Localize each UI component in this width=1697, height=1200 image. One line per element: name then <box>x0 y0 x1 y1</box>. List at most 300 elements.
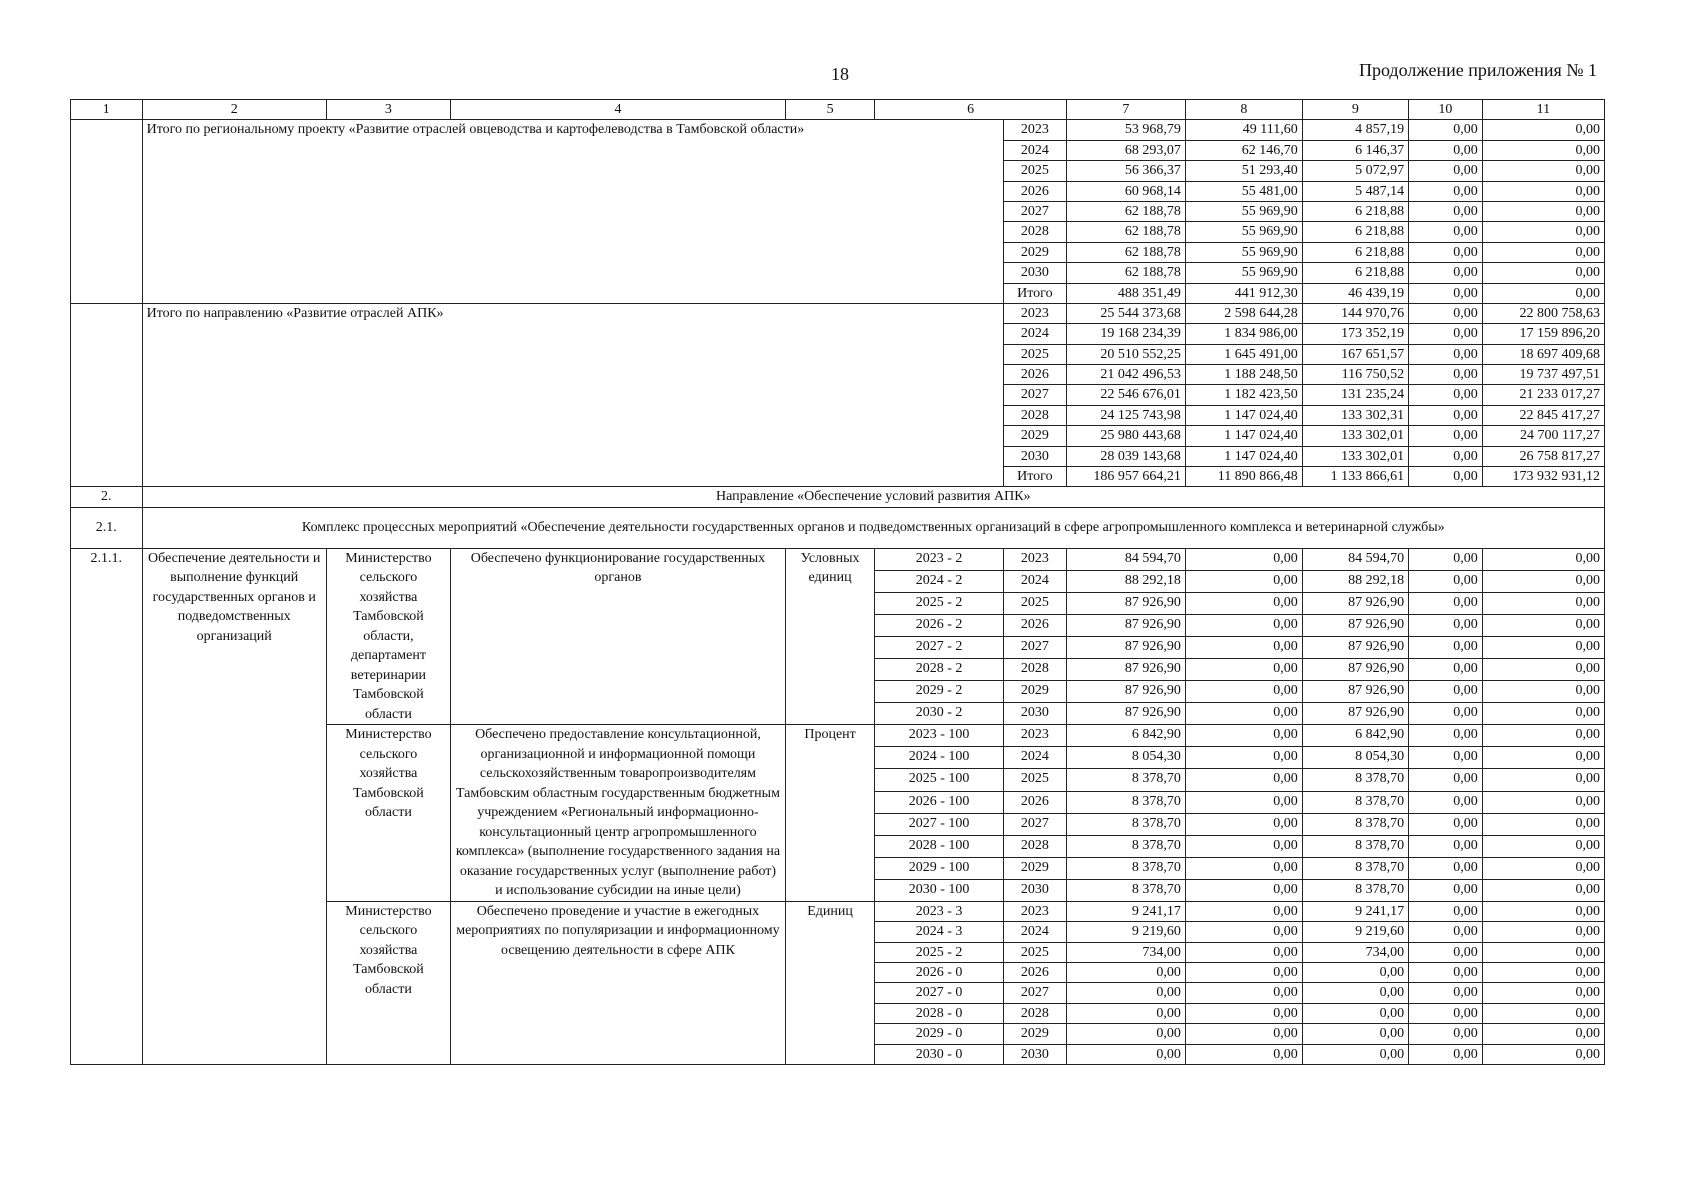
amount-cell: 5 072,97 <box>1302 161 1408 181</box>
amount-cell: 0,00 <box>1482 901 1604 921</box>
amount-cell: 0,00 <box>1409 181 1483 201</box>
amount-cell: 8 378,70 <box>1302 879 1408 901</box>
amount-cell: 8 378,70 <box>1302 813 1408 835</box>
amount-cell: 0,00 <box>1409 1044 1483 1064</box>
indicator-cell: 2027 - 0 <box>875 983 1003 1003</box>
amount-cell: 0,00 <box>1185 791 1302 813</box>
amount-cell: 0,00 <box>1409 983 1483 1003</box>
year-cell: Итого <box>1003 283 1066 303</box>
amount-cell: 88 292,18 <box>1066 570 1185 592</box>
unit-cell: Процент <box>785 725 874 902</box>
amount-cell: 55 969,90 <box>1185 242 1302 262</box>
amount-cell: 17 159 896,20 <box>1482 324 1604 344</box>
amount-cell: 6 218,88 <box>1302 263 1408 283</box>
header-cell: 4 <box>451 100 786 120</box>
year-cell: 2029 <box>1003 426 1066 446</box>
amount-cell: 0,00 <box>1409 835 1483 857</box>
header-cell: 7 <box>1066 100 1185 120</box>
amount-cell: 173 932 931,12 <box>1482 467 1604 487</box>
amount-cell: 133 302,01 <box>1302 446 1408 466</box>
amount-cell: 6 218,88 <box>1302 222 1408 242</box>
header-cell: 11 <box>1482 100 1604 120</box>
amount-cell: 87 926,90 <box>1302 681 1408 703</box>
amount-cell: 0,00 <box>1482 140 1604 160</box>
header-cell: 8 <box>1185 100 1302 120</box>
amount-cell: 19 168 234,39 <box>1066 324 1185 344</box>
amount-cell: 0,00 <box>1482 983 1604 1003</box>
indicator-cell: 2029 - 2 <box>875 681 1003 703</box>
table-body <box>71 100 1605 1065</box>
year-cell: 2026 <box>1003 615 1066 637</box>
item-row <box>71 548 1605 570</box>
amount-cell: 55 969,90 <box>1185 263 1302 283</box>
amount-cell: 0,00 <box>1409 365 1483 385</box>
amount-cell: 0,00 <box>1409 242 1483 262</box>
year-cell: 2026 <box>1003 791 1066 813</box>
year-cell: 2028 <box>1003 405 1066 425</box>
amount-cell: 0,00 <box>1185 703 1302 725</box>
amount-cell: 0,00 <box>1409 747 1483 769</box>
amount-cell: 0,00 <box>1409 703 1483 725</box>
amount-cell: 87 926,90 <box>1066 615 1185 637</box>
amount-cell: 441 912,30 <box>1185 283 1302 303</box>
year-cell: 2029 <box>1003 1024 1066 1044</box>
amount-cell: 0,00 <box>1482 813 1604 835</box>
amount-cell: 8 378,70 <box>1066 857 1185 879</box>
amount-cell: 0,00 <box>1409 385 1483 405</box>
amount-cell: 0,00 <box>1482 570 1604 592</box>
amount-cell: 6 218,88 <box>1302 201 1408 221</box>
year-cell: 2027 <box>1003 385 1066 405</box>
indicator-cell: 2029 - 100 <box>875 857 1003 879</box>
amount-cell: 173 352,19 <box>1302 324 1408 344</box>
amount-cell: 8 378,70 <box>1066 813 1185 835</box>
amount-cell: 133 302,31 <box>1302 405 1408 425</box>
header-cell: 1 <box>71 100 143 120</box>
amount-cell: 0,00 <box>1482 1044 1604 1064</box>
amount-cell: 0,00 <box>1482 161 1604 181</box>
amount-cell: 25 544 373,68 <box>1066 303 1185 323</box>
amount-cell: 0,00 <box>1482 1024 1604 1044</box>
amount-cell: 11 890 866,48 <box>1185 467 1302 487</box>
amount-cell: 0,00 <box>1409 570 1483 592</box>
amount-cell: 87 926,90 <box>1066 703 1185 725</box>
year-cell: 2028 <box>1003 222 1066 242</box>
year-cell: 2028 <box>1003 659 1066 681</box>
amount-cell: 87 926,90 <box>1302 659 1408 681</box>
summary-label: Итого по направлению «Развитие отраслей АПК» <box>142 303 1003 487</box>
amount-cell: 0,00 <box>1185 1044 1302 1064</box>
amount-cell: 8 378,70 <box>1066 791 1185 813</box>
direction-num: 2. <box>71 487 143 507</box>
indicator-cell: 2028 - 100 <box>875 835 1003 857</box>
header-cell: 9 <box>1302 100 1408 120</box>
amount-cell: 49 111,60 <box>1185 120 1302 140</box>
amount-cell: 0,00 <box>1409 725 1483 747</box>
amount-cell: 0,00 <box>1409 1024 1483 1044</box>
amount-cell: 0,00 <box>1185 983 1302 1003</box>
direction-label: Направление «Обеспечение условий развития АПК» <box>142 487 1604 507</box>
amount-cell: 0,00 <box>1409 324 1483 344</box>
amount-cell: 0,00 <box>1185 835 1302 857</box>
amount-cell: 0,00 <box>1185 813 1302 835</box>
year-cell: 2029 <box>1003 242 1066 262</box>
year-cell: 2024 <box>1003 324 1066 344</box>
amount-cell: 0,00 <box>1302 983 1408 1003</box>
indicator-cell: 2026 - 2 <box>875 615 1003 637</box>
amount-cell: 88 292,18 <box>1302 570 1408 592</box>
amount-cell: 87 926,90 <box>1066 681 1185 703</box>
executor-cell: Министерство сельского хозяйства Тамбовской области <box>326 725 450 902</box>
executor-cell: Министерство сельского хозяйства Тамбовской области <box>326 901 450 1064</box>
amount-cell: 0,00 <box>1409 901 1483 921</box>
amount-cell: 0,00 <box>1185 857 1302 879</box>
amount-cell: 8 378,70 <box>1302 769 1408 791</box>
indicator-cell: 2027 - 2 <box>875 637 1003 659</box>
direction-row <box>71 487 1605 507</box>
year-cell: 2023 <box>1003 901 1066 921</box>
amount-cell: 0,00 <box>1482 659 1604 681</box>
amount-cell: 1 147 024,40 <box>1185 405 1302 425</box>
amount-cell: 8 054,30 <box>1066 747 1185 769</box>
amount-cell: 21 042 496,53 <box>1066 365 1185 385</box>
amount-cell: 0,00 <box>1302 1024 1408 1044</box>
amount-cell: 0,00 <box>1409 857 1483 879</box>
amount-cell: 25 980 443,68 <box>1066 426 1185 446</box>
year-cell: 2023 <box>1003 548 1066 570</box>
year-cell: 2023 <box>1003 303 1066 323</box>
unit-cell: Условных единиц <box>785 548 874 725</box>
amount-cell: 0,00 <box>1185 922 1302 942</box>
financing-table <box>70 99 1605 1065</box>
amount-cell: 1 834 986,00 <box>1185 324 1302 344</box>
year-cell: 2027 <box>1003 983 1066 1003</box>
summary-num-cell <box>71 120 143 304</box>
amount-cell: 0,00 <box>1482 835 1604 857</box>
amount-cell: 56 366,37 <box>1066 161 1185 181</box>
executor-cell: Министерство сельского хозяйства Тамбовской области, департамент ветеринарии Тамбовской области <box>326 548 450 725</box>
result-cell: Обеспечено предоставление консультационной, организационной и информационной помощи сельскохозяйственным товаропроизводителям Тамбовским областным государственным бюджетным учреждением «Региональный информационно-консультационный центр агропромышленного комплекса» (выполнение государственного задания на оказание государственных услуг (выполнение работ) и использование субсидии на иные цели) <box>451 725 786 902</box>
amount-cell: 116 750,52 <box>1302 365 1408 385</box>
indicator-cell: 2023 - 3 <box>875 901 1003 921</box>
amount-cell: 0,00 <box>1482 592 1604 614</box>
amount-cell: 0,00 <box>1185 548 1302 570</box>
year-cell: 2024 <box>1003 922 1066 942</box>
amount-cell: 0,00 <box>1409 791 1483 813</box>
year-cell: 2025 <box>1003 161 1066 181</box>
amount-cell: 0,00 <box>1482 263 1604 283</box>
year-cell: 2027 <box>1003 201 1066 221</box>
amount-cell: 68 293,07 <box>1066 140 1185 160</box>
item-num: 2.1.1. <box>71 548 143 1064</box>
year-cell: 2023 <box>1003 725 1066 747</box>
amount-cell: 0,00 <box>1409 263 1483 283</box>
amount-cell: 0,00 <box>1066 962 1185 982</box>
year-cell: 2027 <box>1003 813 1066 835</box>
amount-cell: 0,00 <box>1185 725 1302 747</box>
amount-cell: 87 926,90 <box>1302 592 1408 614</box>
amount-cell: 0,00 <box>1482 942 1604 962</box>
amount-cell: 0,00 <box>1409 1003 1483 1023</box>
amount-cell: 6 146,37 <box>1302 140 1408 160</box>
indicator-cell: 2030 - 0 <box>875 1044 1003 1064</box>
amount-cell: 0,00 <box>1409 942 1483 962</box>
amount-cell: 8 378,70 <box>1066 879 1185 901</box>
year-cell: 2025 <box>1003 592 1066 614</box>
amount-cell: 0,00 <box>1409 962 1483 982</box>
year-cell: 2028 <box>1003 835 1066 857</box>
amount-cell: 9 241,17 <box>1066 901 1185 921</box>
amount-cell: 87 926,90 <box>1302 637 1408 659</box>
amount-cell: 0,00 <box>1482 548 1604 570</box>
amount-cell: 133 302,01 <box>1302 426 1408 446</box>
amount-cell: 0,00 <box>1185 747 1302 769</box>
amount-cell: 0,00 <box>1482 725 1604 747</box>
amount-cell: 8 054,30 <box>1302 747 1408 769</box>
year-cell: 2024 <box>1003 570 1066 592</box>
amount-cell: 0,00 <box>1185 879 1302 901</box>
amount-cell: 8 378,70 <box>1066 835 1185 857</box>
indicator-cell: 2025 - 2 <box>875 592 1003 614</box>
amount-cell: 144 970,76 <box>1302 303 1408 323</box>
amount-cell: 0,00 <box>1482 703 1604 725</box>
indicator-cell: 2025 - 100 <box>875 769 1003 791</box>
indicator-cell: 2028 - 2 <box>875 659 1003 681</box>
amount-cell: 0,00 <box>1482 747 1604 769</box>
amount-cell: 62 188,78 <box>1066 242 1185 262</box>
amount-cell: 0,00 <box>1409 615 1483 637</box>
amount-cell: 19 737 497,51 <box>1482 365 1604 385</box>
year-cell: 2026 <box>1003 365 1066 385</box>
amount-cell: 0,00 <box>1482 962 1604 982</box>
indicator-cell: 2027 - 100 <box>875 813 1003 835</box>
amount-cell: 0,00 <box>1409 813 1483 835</box>
amount-cell: 0,00 <box>1185 681 1302 703</box>
year-cell: 2029 <box>1003 681 1066 703</box>
unit-cell: Единиц <box>785 901 874 1064</box>
amount-cell: 22 546 676,01 <box>1066 385 1185 405</box>
year-cell: 2027 <box>1003 637 1066 659</box>
amount-cell: 62 188,78 <box>1066 263 1185 283</box>
year-cell: 2024 <box>1003 747 1066 769</box>
amount-cell: 0,00 <box>1185 1024 1302 1044</box>
indicator-cell: 2024 - 100 <box>875 747 1003 769</box>
page-number: 18 <box>831 64 849 84</box>
amount-cell: 0,00 <box>1066 1003 1185 1023</box>
amount-cell: 0,00 <box>1066 1044 1185 1064</box>
year-cell: 2023 <box>1003 120 1066 140</box>
amount-cell: 0,00 <box>1482 242 1604 262</box>
summary-row <box>71 120 1605 140</box>
amount-cell: 0,00 <box>1409 222 1483 242</box>
amount-cell: 28 039 143,68 <box>1066 446 1185 466</box>
amount-cell: 0,00 <box>1409 467 1483 487</box>
amount-cell: 0,00 <box>1482 857 1604 879</box>
amount-cell: 0,00 <box>1185 769 1302 791</box>
amount-cell: 5 487,14 <box>1302 181 1408 201</box>
indicator-cell: 2023 - 100 <box>875 725 1003 747</box>
indicator-cell: 2023 - 2 <box>875 548 1003 570</box>
amount-cell: 62 188,78 <box>1066 201 1185 221</box>
amount-cell: 0,00 <box>1185 592 1302 614</box>
amount-cell: 0,00 <box>1185 659 1302 681</box>
amount-cell: 55 481,00 <box>1185 181 1302 201</box>
amount-cell: 0,00 <box>1185 942 1302 962</box>
header-cell: 5 <box>785 100 874 120</box>
amount-cell: 488 351,49 <box>1066 283 1185 303</box>
amount-cell: 0,00 <box>1185 615 1302 637</box>
indicator-cell: 2026 - 100 <box>875 791 1003 813</box>
amount-cell: 0,00 <box>1409 140 1483 160</box>
result-cell: Обеспечено функционирование государственных органов <box>451 548 786 725</box>
amount-cell: 1 133 866,61 <box>1302 467 1408 487</box>
header-row <box>71 100 1605 120</box>
amount-cell: 0,00 <box>1482 201 1604 221</box>
amount-cell: 60 968,14 <box>1066 181 1185 201</box>
indicator-cell: 2024 - 2 <box>875 570 1003 592</box>
amount-cell: 9 241,17 <box>1302 901 1408 921</box>
amount-cell: 0,00 <box>1409 879 1483 901</box>
amount-cell: 9 219,60 <box>1066 922 1185 942</box>
amount-cell: 0,00 <box>1409 303 1483 323</box>
amount-cell: 6 842,90 <box>1302 725 1408 747</box>
header-cell: 2 <box>142 100 326 120</box>
amount-cell: 26 758 817,27 <box>1482 446 1604 466</box>
amount-cell: 0,00 <box>1409 922 1483 942</box>
amount-cell: 87 926,90 <box>1066 592 1185 614</box>
amount-cell: 0,00 <box>1482 922 1604 942</box>
header-cell: 3 <box>326 100 450 120</box>
amount-cell: 0,00 <box>1482 791 1604 813</box>
amount-cell: 22 800 758,63 <box>1482 303 1604 323</box>
amount-cell: 0,00 <box>1409 201 1483 221</box>
complex-num: 2.1. <box>71 507 143 548</box>
amount-cell: 8 378,70 <box>1302 835 1408 857</box>
amount-cell: 8 378,70 <box>1302 857 1408 879</box>
amount-cell: 0,00 <box>1409 426 1483 446</box>
amount-cell: 0,00 <box>1302 962 1408 982</box>
year-cell: Итого <box>1003 467 1066 487</box>
amount-cell: 51 293,40 <box>1185 161 1302 181</box>
amount-cell: 21 233 017,27 <box>1482 385 1604 405</box>
summary-label: Итого по региональному проекту «Развитие отраслей овцеводства и картофелеводства в Тамбовской области» <box>142 120 1003 304</box>
year-cell: 2028 <box>1003 1003 1066 1023</box>
header-cell: 10 <box>1409 100 1483 120</box>
indicator-cell: 2025 - 2 <box>875 942 1003 962</box>
amount-cell: 0,00 <box>1409 120 1483 140</box>
amount-cell: 2 598 644,28 <box>1185 303 1302 323</box>
amount-cell: 0,00 <box>1185 1003 1302 1023</box>
amount-cell: 0,00 <box>1409 548 1483 570</box>
amount-cell: 0,00 <box>1409 637 1483 659</box>
year-cell: 2025 <box>1003 942 1066 962</box>
result-cell: Обеспечено проведение и участие в ежегодных мероприятиях по популяризации и информационному освещению деятельности в сфере АПК <box>451 901 786 1064</box>
amount-cell: 9 219,60 <box>1302 922 1408 942</box>
amount-cell: 22 845 417,27 <box>1482 405 1604 425</box>
amount-cell: 0,00 <box>1482 879 1604 901</box>
year-cell: 2030 <box>1003 703 1066 725</box>
amount-cell: 0,00 <box>1482 283 1604 303</box>
amount-cell: 0,00 <box>1482 181 1604 201</box>
amount-cell: 0,00 <box>1185 901 1302 921</box>
amount-cell: 0,00 <box>1185 962 1302 982</box>
year-cell: 2026 <box>1003 962 1066 982</box>
amount-cell: 24 700 117,27 <box>1482 426 1604 446</box>
year-cell: 2025 <box>1003 769 1066 791</box>
amount-cell: 55 969,90 <box>1185 222 1302 242</box>
amount-cell: 0,00 <box>1185 637 1302 659</box>
amount-cell: 0,00 <box>1482 1003 1604 1023</box>
year-cell: 2025 <box>1003 344 1066 364</box>
amount-cell: 0,00 <box>1409 446 1483 466</box>
header-cell: 6 <box>875 100 1067 120</box>
amount-cell: 84 594,70 <box>1066 548 1185 570</box>
amount-cell: 87 926,90 <box>1066 637 1185 659</box>
complex-label: Комплекс процессных мероприятий «Обеспечение деятельности государственных органов и подведомственных организаций в сфере агропромышленного комплекса и ветеринарной службы» <box>142 507 1604 548</box>
indicator-cell: 2028 - 0 <box>875 1003 1003 1023</box>
amount-cell: 131 235,24 <box>1302 385 1408 405</box>
complex-row <box>71 507 1605 548</box>
amount-cell: 1 147 024,40 <box>1185 426 1302 446</box>
amount-cell: 87 926,90 <box>1302 703 1408 725</box>
year-cell: 2026 <box>1003 181 1066 201</box>
year-cell: 2030 <box>1003 1044 1066 1064</box>
amount-cell: 0,00 <box>1482 120 1604 140</box>
amount-cell: 0,00 <box>1482 769 1604 791</box>
amount-cell: 0,00 <box>1302 1044 1408 1064</box>
amount-cell: 6 218,88 <box>1302 242 1408 262</box>
amount-cell: 18 697 409,68 <box>1482 344 1604 364</box>
continuation-label: Продолжение приложения № 1 <box>1358 60 1597 80</box>
amount-cell: 0,00 <box>1482 615 1604 637</box>
summary-num-cell <box>71 303 143 487</box>
amount-cell: 0,00 <box>1409 161 1483 181</box>
amount-cell: 53 968,79 <box>1066 120 1185 140</box>
amount-cell: 0,00 <box>1482 681 1604 703</box>
amount-cell: 0,00 <box>1482 222 1604 242</box>
amount-cell: 55 969,90 <box>1185 201 1302 221</box>
amount-cell: 0,00 <box>1409 681 1483 703</box>
summary-row <box>71 303 1605 323</box>
amount-cell: 0,00 <box>1066 1024 1185 1044</box>
indicator-cell: 2024 - 3 <box>875 922 1003 942</box>
indicator-cell: 2030 - 2 <box>875 703 1003 725</box>
amount-cell: 0,00 <box>1185 570 1302 592</box>
amount-cell: 0,00 <box>1302 1003 1408 1023</box>
item-name: Обеспечение деятельности и выполнение функций государственных органов и подведомственных организаций <box>142 548 326 1064</box>
amount-cell: 0,00 <box>1409 405 1483 425</box>
year-cell: 2024 <box>1003 140 1066 160</box>
amount-cell: 167 651,57 <box>1302 344 1408 364</box>
indicator-cell: 2030 - 100 <box>875 879 1003 901</box>
year-cell: 2030 <box>1003 446 1066 466</box>
amount-cell: 8 378,70 <box>1302 791 1408 813</box>
amount-cell: 87 926,90 <box>1302 615 1408 637</box>
amount-cell: 1 147 024,40 <box>1185 446 1302 466</box>
amount-cell: 0,00 <box>1482 637 1604 659</box>
amount-cell: 0,00 <box>1066 983 1185 1003</box>
amount-cell: 0,00 <box>1409 659 1483 681</box>
indicator-cell: 2029 - 0 <box>875 1024 1003 1044</box>
amount-cell: 1 182 423,50 <box>1185 385 1302 405</box>
amount-cell: 734,00 <box>1066 942 1185 962</box>
year-cell: 2030 <box>1003 263 1066 283</box>
amount-cell: 1 645 491,00 <box>1185 344 1302 364</box>
year-cell: 2029 <box>1003 857 1066 879</box>
amount-cell: 0,00 <box>1409 592 1483 614</box>
year-cell: 2030 <box>1003 879 1066 901</box>
amount-cell: 8 378,70 <box>1066 769 1185 791</box>
